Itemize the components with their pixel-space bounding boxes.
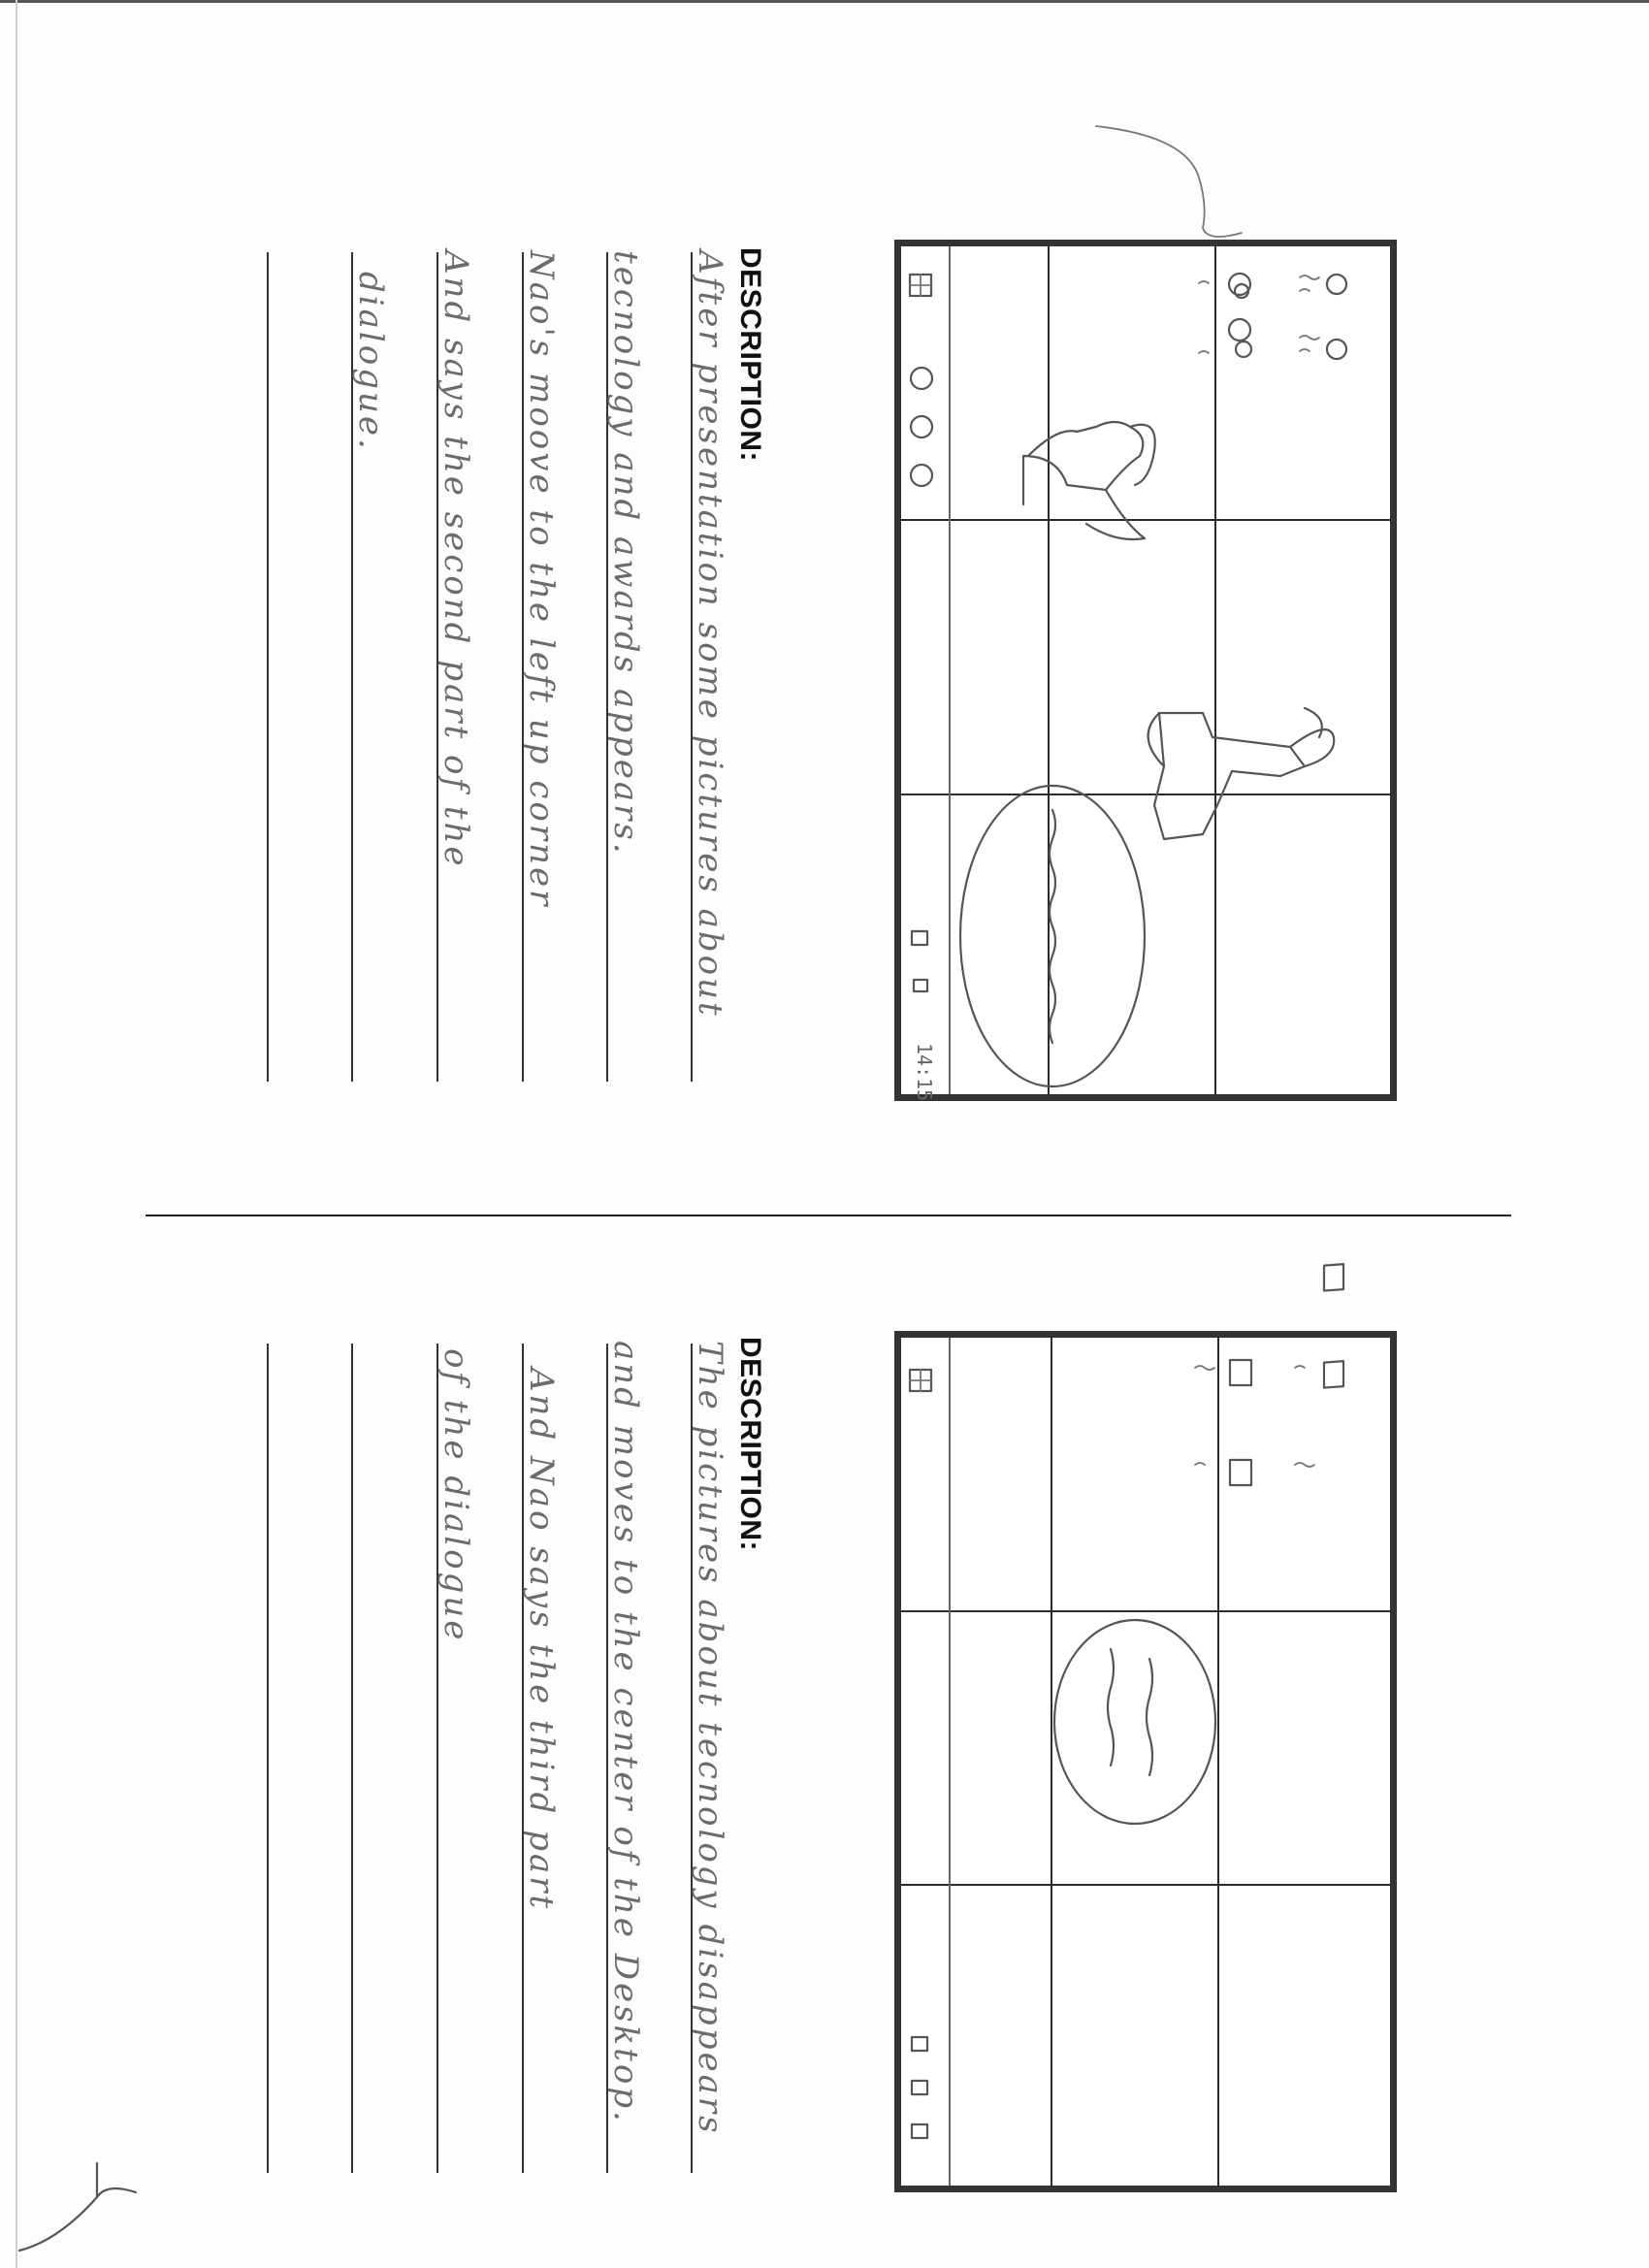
icon-label xyxy=(1195,1366,1214,1465)
description-block-1 xyxy=(733,247,766,462)
stray-scribble xyxy=(1096,126,1242,237)
screen-sketch xyxy=(0,1222,1649,2268)
desktop-icon-grid xyxy=(1199,274,1346,359)
description-block-2 xyxy=(733,1337,766,1551)
page-mark xyxy=(0,2105,194,2260)
taskbar-clock: 14:15 xyxy=(913,1043,936,1102)
description-text: After presentation some pictures about xyxy=(691,250,729,1019)
section-divider xyxy=(146,1215,1511,1216)
speech-bubble xyxy=(960,786,1145,1086)
description-title: DESCRIPTION: xyxy=(734,247,766,463)
taskbar xyxy=(910,1370,931,2138)
description-text: The pictures about tecnology disappears xyxy=(691,1341,729,2136)
square-icon xyxy=(914,980,927,991)
grid-icon xyxy=(910,275,931,296)
description-text: and moves to the center of the Desktop. xyxy=(606,1341,645,2124)
description-text: tecnology and awards appears. xyxy=(606,250,645,857)
clock-wrap xyxy=(913,1043,936,1101)
icon-label xyxy=(1300,275,1319,291)
square-icon xyxy=(1230,1460,1251,1485)
circle-icon xyxy=(1327,275,1346,294)
ruled-line xyxy=(351,1344,353,2173)
square-icon xyxy=(1230,1360,1251,1385)
circle-icon xyxy=(911,416,932,437)
description-title: DESCRIPTION: xyxy=(734,1337,766,1552)
description-text: Nao's moove to the left up corner xyxy=(522,250,561,909)
robot-sketch xyxy=(1148,708,1335,839)
trophy-sketch xyxy=(1023,422,1155,539)
square-icon xyxy=(912,931,927,945)
icon-label xyxy=(1199,281,1209,353)
icon-label xyxy=(1300,336,1319,351)
circle-icon xyxy=(1236,341,1251,357)
square-icon xyxy=(912,2037,927,2051)
square-icon xyxy=(1324,1361,1343,1387)
square-icon xyxy=(912,2124,927,2138)
ruled-line xyxy=(267,252,269,1082)
square-icon xyxy=(1324,1264,1343,1290)
grid-icon xyxy=(910,1370,931,1391)
ruled-line xyxy=(267,1344,269,2173)
circle-icon xyxy=(911,368,932,389)
desktop-icon-grid xyxy=(1195,1264,1343,1485)
description-text: And says the second part of the xyxy=(436,250,475,869)
circle-icon xyxy=(1229,319,1250,340)
icon-label xyxy=(1295,1366,1314,1467)
description-text: dialogue. xyxy=(351,272,390,452)
circle-icon xyxy=(1327,340,1346,359)
speech-bubble xyxy=(1054,1620,1215,1824)
circle-icon xyxy=(911,465,932,486)
taskbar xyxy=(910,275,932,991)
square-icon xyxy=(912,2081,927,2094)
description-text: of the dialogue xyxy=(436,1348,475,1643)
description-text: And Nao says the third part xyxy=(522,1368,561,1912)
